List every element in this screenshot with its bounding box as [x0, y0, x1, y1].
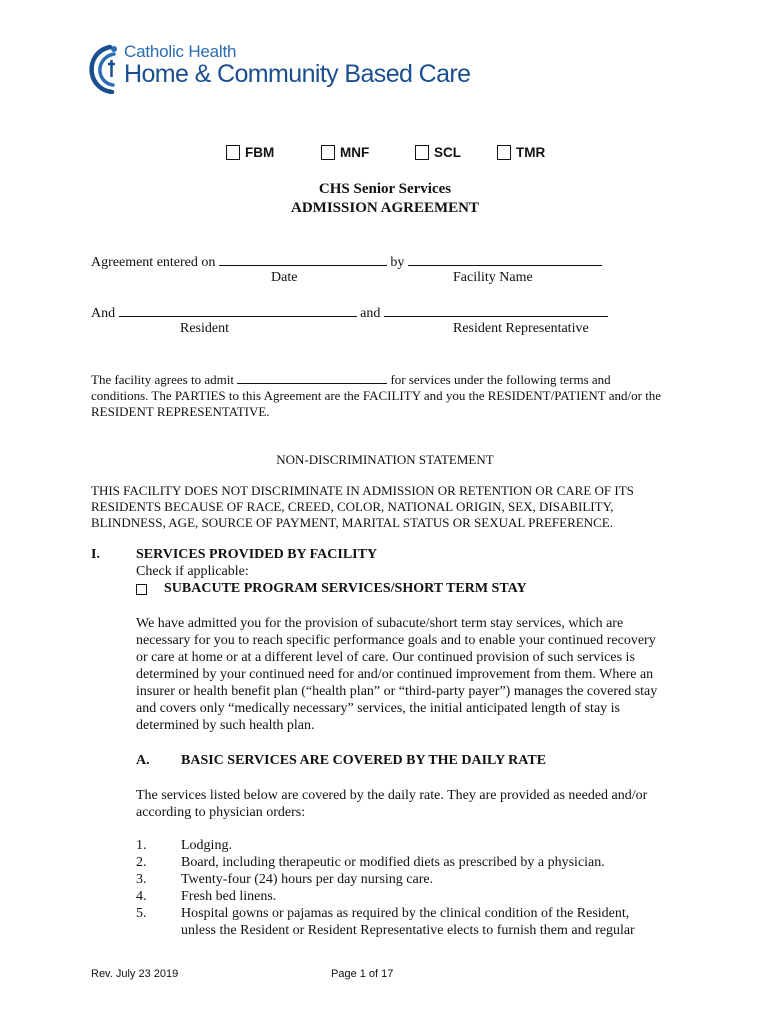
paragraph-line: determined by such health plan.	[136, 718, 315, 733]
section-1-heading: SERVICES PROVIDED BY FACILITY	[136, 547, 378, 562]
admit-patient-field[interactable]	[237, 373, 387, 384]
list-item: Hospital gowns or pajamas as required by the clinical condition of the Resident,	[181, 906, 630, 921]
catholic-health-logo-icon	[88, 44, 122, 94]
list-item-number: 5.	[136, 906, 147, 921]
section-1-paragraph	[136, 615, 657, 734]
facility-option-mnf[interactable]	[321, 145, 369, 160]
agreement-date-line	[91, 253, 602, 271]
and-mid-label: and	[360, 306, 381, 321]
facility-label-fbm: FBM	[245, 145, 275, 160]
intro-line-2: conditions. The PARTIES to this Agreement are the FACILITY and you the RESIDENT/PATIENT and/or the	[91, 388, 662, 403]
facility-label-tmr: TMR	[516, 145, 546, 160]
list-item: Fresh bed linens.	[181, 889, 277, 904]
list-item-continuation: unless the Resident or Resident Representative elects to furnish them and regular	[181, 923, 635, 938]
section-a-letter: A.	[136, 753, 150, 768]
checkbox-fbm[interactable]	[226, 145, 240, 160]
section-a-intro-line: according to physician orders:	[136, 805, 306, 820]
agreement-date-field[interactable]	[219, 253, 387, 266]
facility-name-caption: Facility Name	[453, 270, 533, 285]
resident-representative-field[interactable]	[384, 304, 608, 317]
facility-name-field[interactable]	[408, 253, 602, 266]
list-item: Lodging.	[181, 838, 232, 853]
and-label: And	[91, 306, 116, 321]
document-title: CHS Senior Services	[318, 181, 452, 197]
facility-label-scl: SCL	[434, 145, 461, 160]
intro-line-3: RESIDENT REPRESENTATIVE.	[91, 404, 270, 419]
subacute-option[interactable]	[136, 581, 527, 597]
footer-revision: Rev. July 23 2019	[91, 968, 179, 980]
resident-representative-caption: Resident Representative	[453, 321, 589, 336]
list-item: Board, including therapeutic or modified diets as prescribed by a physician.	[181, 855, 605, 870]
facility-option-tmr[interactable]	[497, 145, 545, 160]
agreement-entered-on-label: Agreement entered on	[91, 255, 216, 270]
subacute-option-label: SUBACUTE PROGRAM SERVICES/SHORT TERM STAY	[164, 581, 527, 596]
list-item-number: 1.	[136, 838, 147, 853]
paragraph-line: determined by your continued need for and/or continued improvement from them. Where an	[136, 667, 654, 682]
date-caption: Date	[271, 270, 298, 285]
list-item: Twenty-four (24) hours per day nursing care.	[181, 872, 434, 887]
nondiscrimination-line-2: RESIDENTS BECAUSE OF RACE, CREED, COLOR, NATIONAL ORIGIN, SEX, DISABILITY,	[91, 499, 614, 514]
nondiscrimination-line-1: THIS FACILITY DOES NOT DISCRIMINATE IN ADMISSION OR RETENTION OR CARE OF ITS	[91, 483, 634, 498]
paragraph-line: necessary for you to reach specific performance goals and to enable your continued recovery	[136, 633, 656, 648]
list-item-number: 4.	[136, 889, 147, 904]
check-if-applicable-label: Check if applicable:	[136, 564, 249, 579]
list-item-number: 3.	[136, 872, 147, 887]
resident-name-field[interactable]	[119, 304, 357, 317]
section-a-intro	[136, 787, 647, 821]
paragraph-line: insurer or health benefit plan (“health plan” or “third-party payer”) manages the covered stay	[136, 684, 658, 699]
facility-option-scl[interactable]	[415, 145, 461, 160]
logo-text-home-community: Home & Community Based Care	[124, 60, 471, 88]
list-item-number: 2.	[136, 855, 147, 870]
paragraph-line: We have admitted you for the provision of subacute/short term stay services, which are	[136, 616, 624, 631]
footer-page-number: Page 1 of 17	[331, 968, 394, 980]
section-a-heading: BASIC SERVICES ARE COVERED BY THE DAILY RATE	[181, 753, 547, 768]
logo	[88, 42, 471, 94]
paragraph-line: and covers only “medically necessary” services, the initial anticipated length of stay is	[136, 701, 620, 716]
section-a-intro-line: The services listed below are covered by the daily rate. They are provided as needed and/or	[136, 788, 648, 803]
checkbox-subacute[interactable]	[136, 584, 147, 595]
nondiscrimination-line-3: BLINDNESS, AGE, SOURCE OF PAYMENT, MARITAL STATUS OR SEXUAL PREFERENCE.	[91, 515, 613, 530]
facility-label-mnf: MNF	[340, 145, 370, 160]
logo-text-catholic-health: Catholic Health	[124, 42, 237, 61]
checkbox-tmr[interactable]	[497, 145, 511, 160]
checkbox-scl[interactable]	[415, 145, 429, 160]
resident-caption: Resident	[180, 321, 229, 336]
parties-line	[91, 304, 608, 322]
section-1-numeral: I.	[91, 547, 100, 562]
nondiscrimination-heading: NON-DISCRIMINATION STATEMENT	[276, 452, 494, 467]
intro-line-1	[91, 372, 611, 388]
checkbox-mnf[interactable]	[321, 145, 335, 160]
admit-suffix: for services under the following terms and	[390, 372, 611, 387]
paragraph-line: or care at home or at a different level of care. Our continued provision of such services is	[136, 650, 635, 665]
admit-prefix: The facility agrees to admit	[91, 372, 234, 387]
document-subtitle: ADMISSION AGREEMENT	[291, 200, 479, 216]
agreement-by-label: by	[390, 255, 405, 270]
facility-option-fbm[interactable]	[226, 145, 274, 160]
